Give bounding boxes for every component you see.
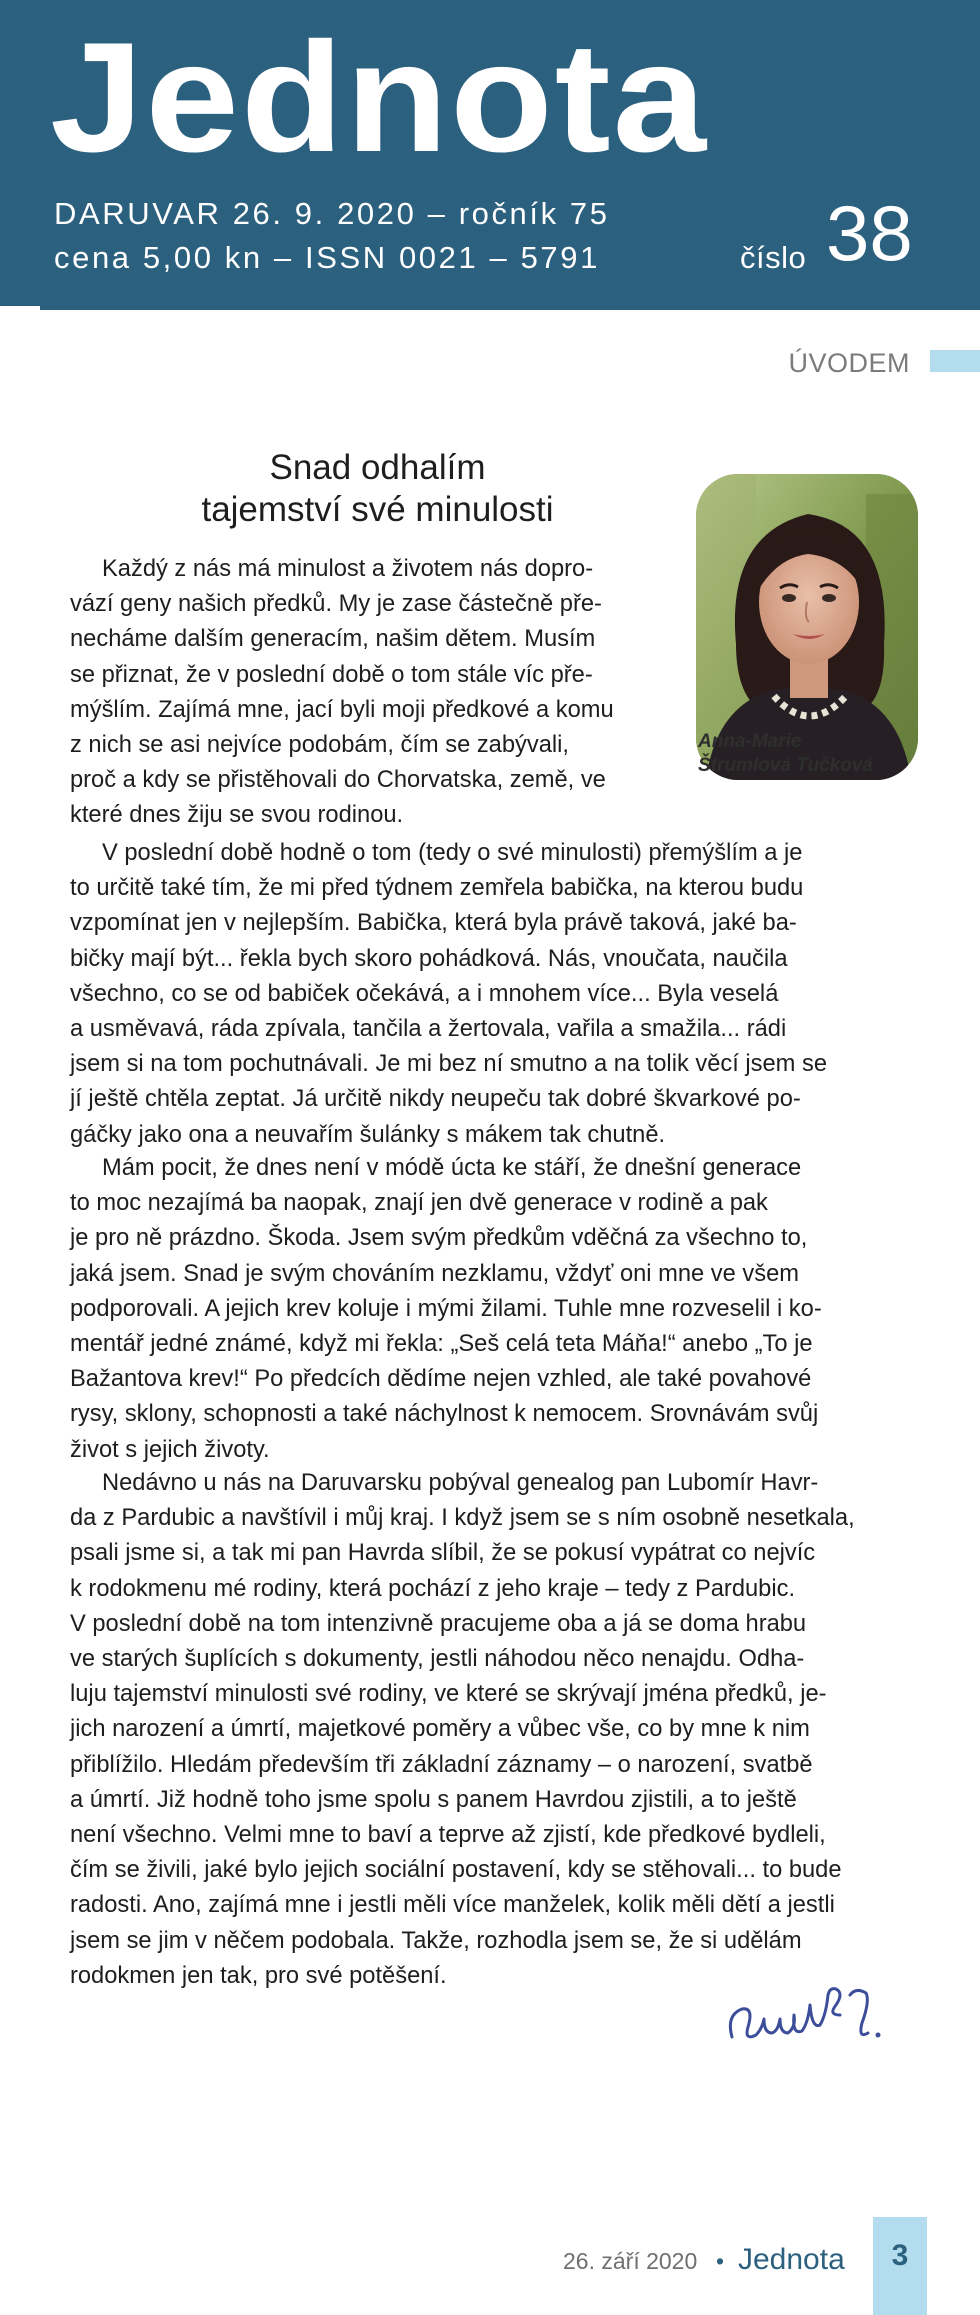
- article-paragraph-2: [70, 836, 827, 1153]
- text-line: V poslední době na tom intenzivně pracujeme oba a já se doma hrabu: [70, 1610, 807, 1637]
- caption-line-1: Anna-Marie: [698, 731, 802, 752]
- article-paragraph-3: [70, 1151, 822, 1468]
- section-accent-bar: [930, 350, 980, 372]
- caption-line-2: Štrumlová Tučková: [698, 755, 873, 776]
- section-tag: ÚVODEM: [788, 348, 910, 378]
- text-line: Mám pocit, že dnes není v módě úcta ke stáří, že dnešní generace: [102, 1155, 802, 1181]
- text-line: gáčky jako ona a neuvařím šulánky s mákem tak chutně.: [70, 1121, 666, 1148]
- text-line: mentář jedné známé, když mi řekla: „Seš celá teta Máňa!“ anebo „To je: [70, 1331, 813, 1358]
- text-line: radosti. Ano, zajímá mne i jestli měli více manželek, kolik měli dětí a jestli: [70, 1892, 835, 1919]
- text-line: rodokmen jen tak, pro své potěšení.: [70, 1962, 447, 1989]
- article-paragraph-1: [70, 552, 614, 834]
- text-line: a úmrtí. Již hodně toho jsme spolu s panem Havrdou zjistili, a to ještě: [70, 1786, 797, 1813]
- article-headline: [100, 447, 655, 531]
- text-line: V poslední době hodně o tom (tedy o své minulosti) přemýšlím a je: [102, 840, 803, 866]
- masthead: [0, 0, 980, 306]
- text-line: všechno, co se od babiček očekává, a i mnohem více... Byla veselá: [70, 980, 779, 1007]
- text-line: které dnes žiju se svou rodinou.: [70, 802, 404, 829]
- footer-separator: •: [716, 2248, 725, 2274]
- issue-number: 38: [826, 189, 913, 277]
- text-line: luju tajemství minulosti své rodiny, ve které se skrývají jména předků, je-: [70, 1681, 827, 1708]
- article-paragraph-4: [70, 1466, 855, 1994]
- text-line: proč a kdy se přistěhovali do Chorvatska, země, ve: [70, 767, 606, 794]
- masthead-title: Jednota: [50, 9, 709, 185]
- text-line: Každý z nás má minulost a životem nás dopro-: [102, 556, 594, 582]
- headline-line-1: Snad odhalím: [269, 448, 486, 487]
- text-line: psali jsme si, a tak mi pan Havrda slíbil, že se pokusí vypátrat co nejvíc: [70, 1540, 816, 1567]
- text-line: jich narození a úmrtí, majetkové poměry a vůbec vše, co by mne k nim: [70, 1716, 810, 1743]
- text-line: vzpomínat jen v nejlepším. Babička, která byla právě taková, jaké ba-: [70, 910, 797, 937]
- text-line: k rodokmenu mé rodiny, která pochází z jeho kraje – tedy z Pardubic.: [70, 1575, 796, 1602]
- masthead-underline: [40, 306, 980, 310]
- text-line: mýšlím. Zajímá mne, jací byli moji předkové a komu: [70, 696, 614, 723]
- text-line: bičky mají být... řekla bych skoro pohádková. Nás, vnoučata, naučila: [70, 945, 788, 972]
- text-line: rysy, sklony, schopnosti a také náchylnost k nemocem. Srovnávám svůj: [70, 1401, 819, 1428]
- author-signature: [718, 1975, 918, 2065]
- text-line: jsem si na tom pochutnávali. Je mi bez ní smutno a na tolik věcí jsem se: [70, 1051, 828, 1078]
- text-line: není všechno. Velmi mne to baví a teprve až zjistí, kde předkové bydleli,: [70, 1822, 826, 1849]
- text-line: to moc nezajímá ba naopak, znají jen dvě generace v rodině a pak: [70, 1190, 768, 1217]
- text-line: Bažantova krev!“ Po předcích dědíme nejen vzhled, ale také povahové: [70, 1366, 812, 1393]
- text-line: se přiznat, že v poslední době o tom stále víc pře-: [70, 661, 593, 688]
- text-line: Nedávno u nás na Daruvarsku pobýval genealog pan Lubomír Havr-: [102, 1470, 819, 1496]
- text-line: život s jejich životy.: [70, 1436, 270, 1463]
- text-line: vází geny našich předků. My je zase částečně pře-: [70, 591, 602, 618]
- text-line: to určitě také tím, že mi před týdnem zemřela babička, na kterou budu: [70, 875, 804, 902]
- photo-caption: [698, 730, 928, 778]
- page-number: 3: [891, 2239, 909, 2272]
- text-line: ve starých šuplících s dokumenty, jestli náhodou něco nenajdu. Odha-: [70, 1646, 805, 1673]
- text-line: jaká jsem. Snad je svým chováním nezklamu, vždyť oni mne ve všem: [70, 1260, 800, 1287]
- masthead-price-issn: cena 5,00 kn – ISSN 0021 – 5791: [54, 240, 600, 275]
- masthead-date-volume: DARUVAR 26. 9. 2020 – ročník 75: [54, 196, 610, 231]
- text-line: jí ještě chtěla zeptat. Já určitě nikdy neupeču tak dobré škvarkové po-: [70, 1086, 801, 1113]
- footer-date: 26. září 2020: [563, 2248, 698, 2274]
- text-line: jsem se jim v něčem podobala. Takže, rozhodla jsem se, že si udělám: [70, 1927, 802, 1954]
- text-line: necháme dalším generacím, našim dětem. Musím: [70, 626, 596, 653]
- text-line: čím se živili, jaké bylo jejich sociální postavení, kdy se stěhovali... to bude: [70, 1857, 842, 1884]
- text-line: přiblížilo. Hledám především tři základní záznamy – o narození, svatbě: [70, 1751, 813, 1778]
- headline-line-2: tajemství své minulosti: [201, 490, 554, 529]
- text-line: da z Pardubic a navštívil i můj kraj. I když jsem se s ním osobně nesetkala,: [70, 1505, 855, 1532]
- footer-publication-name: Jednota: [738, 2243, 845, 2276]
- text-line: a usměvavá, ráda zpívala, tančila a žertovala, vařila a smažila... rádi: [70, 1016, 787, 1043]
- text-line: podporovali. A jejich krev koluje i mými žilami. Tuhle mne rozveselil i ko-: [70, 1295, 822, 1322]
- text-line: je pro ně prázdno. Škoda. Jsem svým předkům vděčná za všechno to,: [70, 1225, 808, 1252]
- text-line: z nich se asi nejvíce podobám, čím se zabývali,: [70, 732, 569, 759]
- issue-label: číslo: [740, 240, 807, 275]
